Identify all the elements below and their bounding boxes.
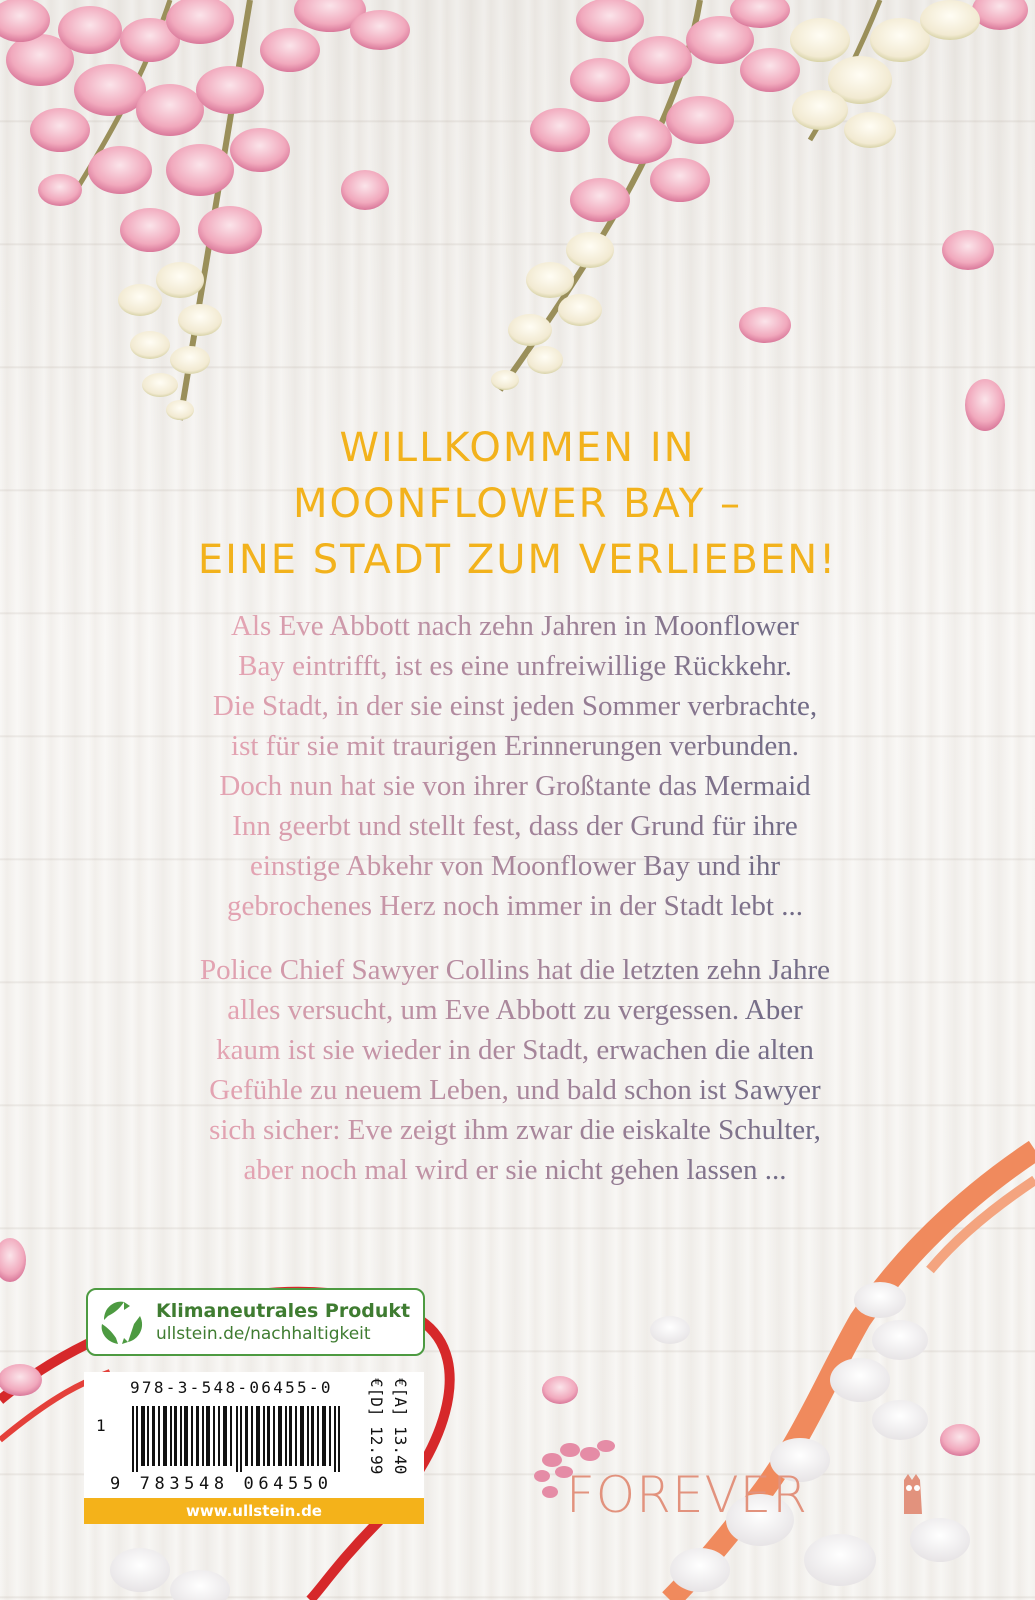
- headline-line-1: WILLKOMMEN IN: [339, 425, 696, 471]
- isbn-number: 978-3-548-06455-0: [130, 1378, 333, 1397]
- blurb-line: alles versucht, um Eve Abbott zu vergessen. Aber: [227, 994, 803, 1026]
- blurb-line: kaum ist sie wieder in der Stadt, erwachen die alten: [216, 1034, 814, 1066]
- barcode-bars: [132, 1406, 352, 1472]
- blurb-line: ist für sie mit traurigen Erinnerungen verbunden.: [231, 730, 799, 762]
- blurb-line: Doch nun hat sie von ihrer Großtante das Mermaid: [219, 770, 811, 802]
- blurb-paragraph-2: [120, 950, 910, 1190]
- blurb-line: sich sicher: Eve zeigt ihm zwar die eiskalte Schulter,: [209, 1114, 821, 1146]
- barcode-digits: 9 783548 064550: [110, 1474, 333, 1494]
- blurb-text: [120, 606, 910, 1214]
- ullstein-owl-icon: [900, 1474, 926, 1518]
- climate-neutral-badge: [86, 1288, 425, 1356]
- badge-url: ullstein.de/nachhaltigkeit: [156, 1324, 371, 1344]
- lupine-cluster-right: [491, 0, 1028, 431]
- headline-line-3: EINE STADT ZUM VERLIEBEN!: [197, 537, 838, 583]
- blurb-line: Gefühle zu neuem Leben, und bald schon ist Sawyer: [209, 1074, 821, 1106]
- badge-title: Klimaneutrales Produkt: [156, 1300, 411, 1322]
- blurb-line: Bay eintrifft, ist es eine unfreiwillige Rückkehr.: [238, 650, 792, 682]
- lupine-cluster-left: [0, 0, 410, 420]
- publisher-logo: [532, 1438, 932, 1528]
- publisher-name: FOREVER: [566, 1466, 808, 1524]
- price-austria: €[A] 13.40: [391, 1378, 410, 1475]
- blurb-line: Die Stadt, in der sie einst jeden Sommer verbrachte,: [212, 690, 818, 722]
- blurb-line: gebrochenes Herz noch immer in der Stadt lebt ...: [227, 890, 803, 922]
- blurb-line: einstige Abkehr von Moonflower Bay und ihr: [249, 850, 781, 882]
- price-germany: €[D] 12.99: [367, 1378, 386, 1475]
- barcode-label: [84, 1372, 424, 1524]
- blurb-line: Police Chief Sawyer Collins hat die letzten zehn Jahre: [200, 954, 830, 986]
- headline: [0, 420, 1035, 588]
- blurb-line: Inn geerbt und stellt fest, dass der Grund für ihre: [232, 810, 798, 842]
- blurb-line: aber noch mal wird er sie nicht gehen lassen ...: [243, 1154, 787, 1186]
- blurb-line: Als Eve Abbott nach zehn Jahren in Moonflower: [231, 610, 799, 642]
- headline-line-2: MOONFLOWER BAY –: [293, 481, 742, 527]
- blurb-paragraph-1: [120, 606, 910, 926]
- publisher-website: www.ullstein.de: [84, 1498, 424, 1524]
- barcode-lead-digit: 1: [96, 1416, 106, 1435]
- leaf-recycle-icon: [94, 1294, 150, 1350]
- badge-text: [156, 1299, 410, 1345]
